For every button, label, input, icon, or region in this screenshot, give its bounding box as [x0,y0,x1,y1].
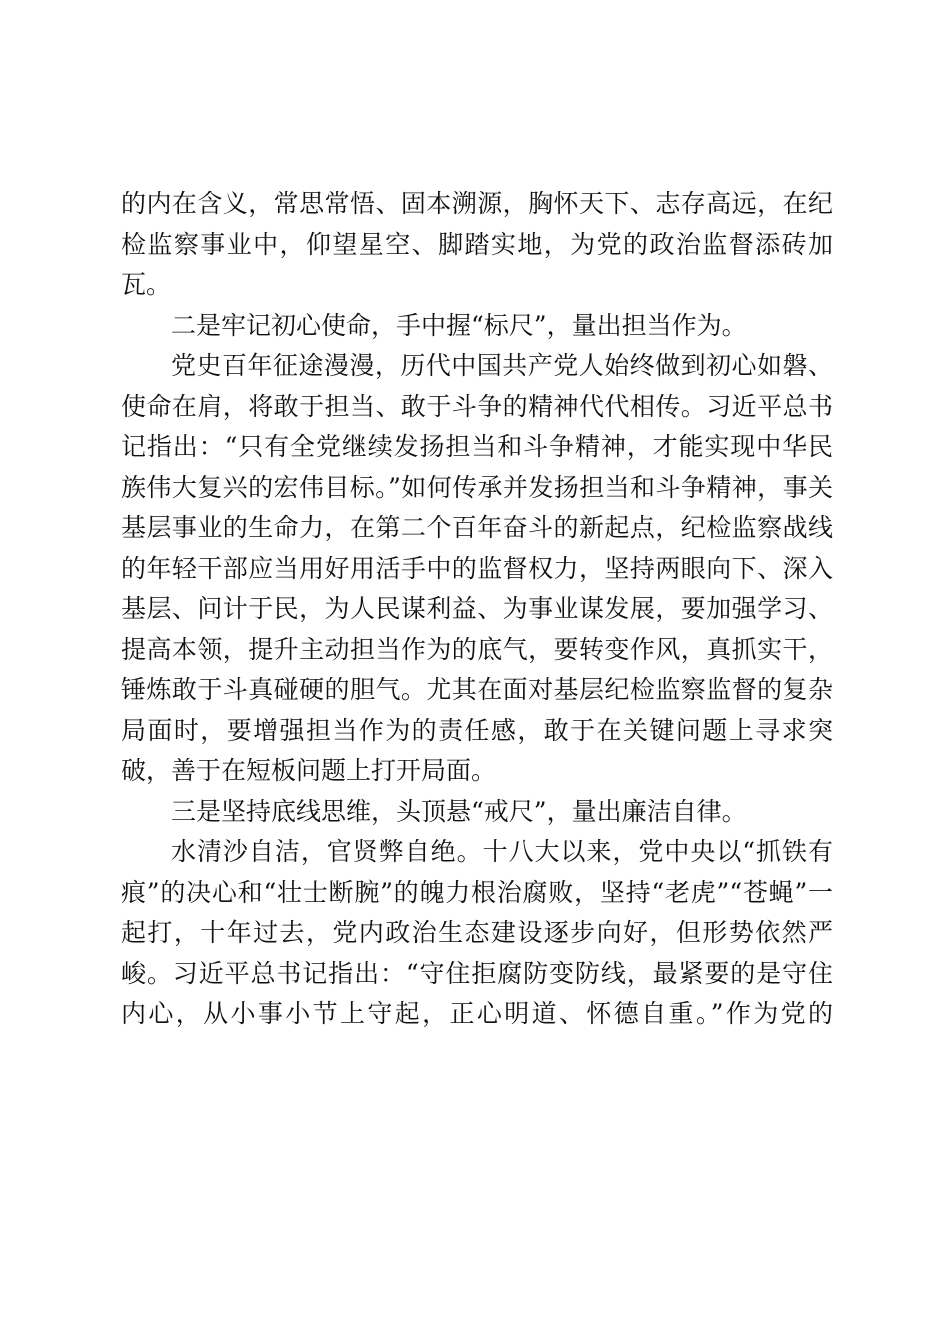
paragraph-clean-governance: 水清沙自洁，官贤弊自绝。十八大以来，党中央以“抓铁有痕”的决心和“壮士断腕”的魄力根治腐败，坚持“老虎”“苍蝇”一起打，十年过去，党内政治生态建设逐步向好，但形势依然严峻。习近平总书记指出：“守住拒腐防变防线，最紧要的是守住内心，从小事小节上守起，正心明道、怀德自重。”作为党的 [121,837,833,1028]
section-heading-three: 三是坚持底线思维，头顶悬“戒尺”，量出廉洁自律。 [171,796,747,826]
paragraph-continuation: 的内在含义，常思常悟、固本溯源，胸怀天下、志存高远，在纪检监察事业中，仰望星空、脚踏实地，为党的政治监督添砖加瓦。 [121,189,833,299]
section-heading-two: 二是牢记初心使命，手中握“标尺”，量出担当作为。 [171,310,747,340]
document-body [121,184,833,1035]
paragraph-party-history: 党史百年征途漫漫，历代中国共产党人始终做到初心如磐、使命在肩，将敢于担当、敢于斗争的精神代代相传。习近平总书记指出：“只有全党继续发扬担当和斗争精神，才能实现中华民族伟大复兴的宏伟目标。”如何传承并发扬担当和斗争精神，事关基层事业的生命力，在第二个百年奋斗的新起点，纪检监察战线的年轻干部应当用好用活手中的监督权力，坚持两眼向下、深入基层、问计于民，为人民谋利益、为事业谋发展，要加强学习、提高本领，提升主动担当作为的底气，要转变作风，真抓实干，锤炼敢于斗真碰硬的胆气。尤其在面对基层纪检监察监督的复杂局面时，要增强担当作为的责任感，敢于在关键问题上寻求突破，善于在短板问题上打开局面。 [121,351,833,785]
